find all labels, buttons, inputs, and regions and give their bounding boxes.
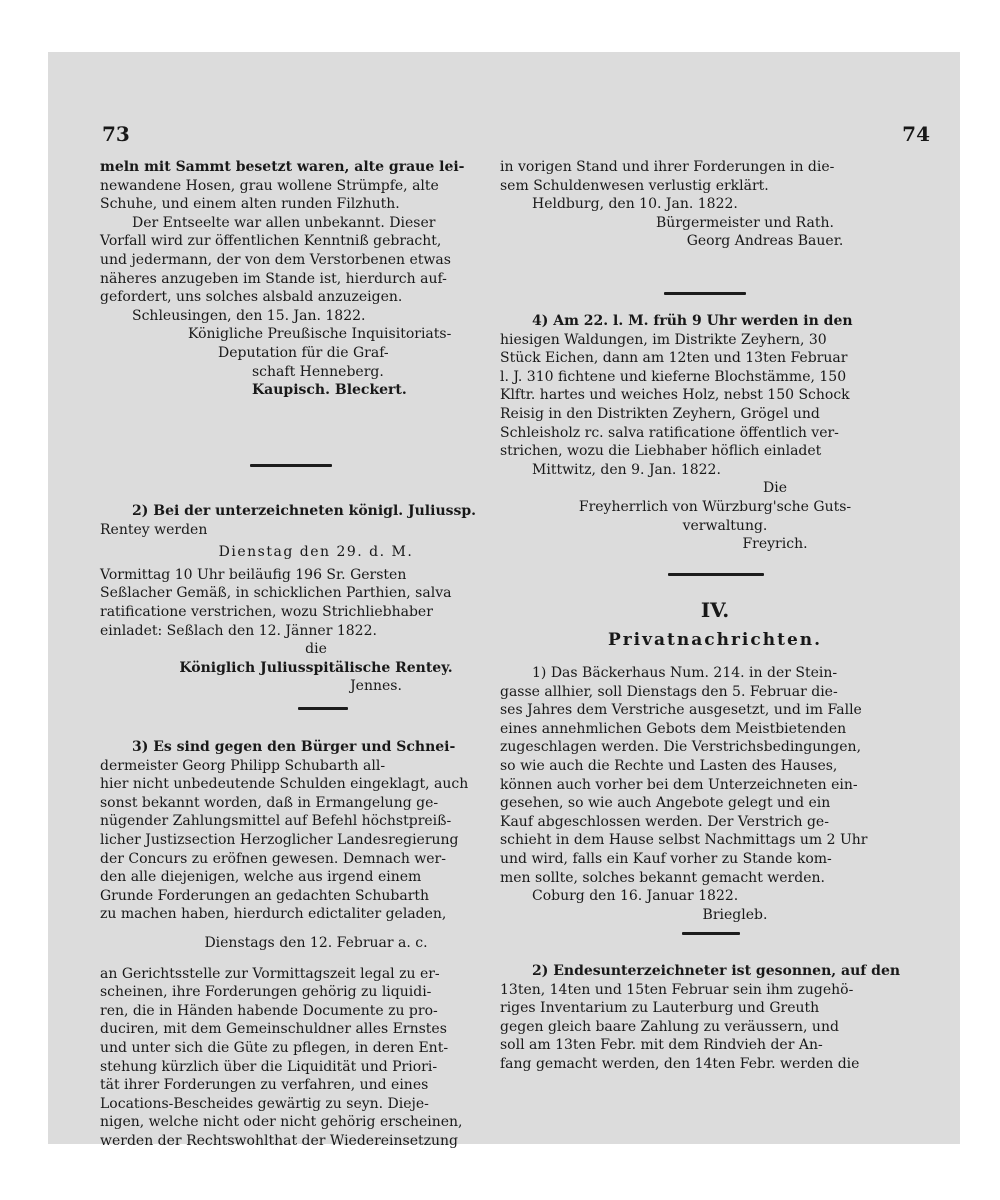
place-date: Coburg den 16. Januar 1822.: [532, 888, 739, 905]
notice-2: [100, 502, 532, 696]
signature-office: Freyherrlich von Würzburg'sche Guts-: [578, 498, 852, 515]
text-line: men sollte, solches bekannt gemacht werden.: [500, 869, 825, 886]
signature-name: Briegleb.: [702, 906, 768, 923]
text-line: newandene Hosen, grau wollene Strümpfe, alte: [100, 177, 439, 194]
text-line: fang gemacht werden, den 14ten Febr. werden die: [500, 1055, 860, 1072]
signature-office: verwaltung.: [682, 517, 768, 534]
auction-date: Dienstag den 29. d. M.: [218, 544, 414, 561]
text-line: einladet: Seßlach den 12. Jänner 1822.: [100, 622, 377, 639]
private-notice-1: [500, 664, 930, 924]
text-line: in vorigen Stand und ihrer Forderungen in die-: [500, 159, 835, 175]
text-line: Grunde Forderungen an gedachten Schubarth: [100, 887, 430, 904]
continuation-text: [500, 158, 930, 251]
place-date: Mittwitz, den 9. Jan. 1822.: [532, 461, 721, 478]
text-line: strichen, wozu die Liebhaber höflich einladet: [500, 443, 822, 460]
text-line: sem Schuldenwesen verlustig erklärt.: [500, 177, 769, 194]
text-line: 3) Es sind gegen den Bürger und Schnei-: [132, 739, 456, 755]
signature-die: Die: [763, 480, 787, 497]
text-line: nigen, welche nicht oder nicht gehörig erscheinen,: [100, 1114, 463, 1131]
place-date: Heldburg, den 10. Jan. 1822.: [532, 196, 738, 213]
text-line: den alle diejenigen, welche aus irgend einem: [100, 869, 422, 886]
text-line: Vorfall wird zur öffentlichen Kenntniß gebracht,: [100, 233, 442, 250]
text-line: tät ihrer Forderungen zu verfahren, und eines: [100, 1077, 429, 1094]
text-line: zugeschlagen werden. Die Verstrichsbedingungen,: [500, 739, 862, 756]
signature-names: Kaupisch. Bleckert.: [252, 382, 407, 399]
text-line: Der Entseelte war allen unbekannt. Dieser: [132, 214, 436, 231]
text-line: gesehen, so wie auch Angebote gelegt und ein: [500, 795, 831, 812]
text-line: licher Justizsection Herzoglicher Landesregierung: [100, 831, 459, 848]
right-page: [500, 52, 930, 1144]
text-line: gefordert, uns solches alsbald anzuzeigen.: [100, 289, 403, 306]
signature-name: Jennes.: [350, 678, 402, 695]
summons-date: Dienstags den 12. Februar a. c.: [204, 934, 428, 951]
text-line: duciren, mit dem Gemeinschuldner alles Ernstes: [100, 1021, 447, 1038]
text-line: zu machen haben, hierdurch edictaliter geladen,: [100, 906, 447, 923]
text-line: eines annehmlichen Gebots dem Meistbietenden: [500, 720, 847, 737]
text-line: 13ten, 14ten und 15ten Februar sein ihm zugehö-: [500, 981, 854, 998]
text-line: und unter sich die Güte zu pflegen, in deren Ent-: [100, 1039, 449, 1056]
signature-die: die: [305, 641, 327, 658]
notice-3: [100, 738, 532, 1150]
text-line: 1) Das Bäckerhaus Num. 214. in der Stein-: [532, 665, 838, 681]
text-line: ratificatione verstrichen, wozu Strichliebhaber: [100, 603, 433, 620]
text-line: scheinen, ihre Forderungen gehörig zu liquidi-: [100, 984, 432, 1001]
text-line: gegen gleich baare Zahlung zu veräussern, und: [500, 1018, 839, 1035]
text-line: l. J. 310 fichtene und kieferne Blochstämme, 150: [500, 368, 847, 385]
separator-rule: [668, 573, 764, 576]
continuation-text: [100, 158, 532, 400]
text-line: Seßlacher Gemäß, in schicklichen Parthien, salva: [100, 585, 452, 602]
text-line: und wird, falls ein Kauf vorher zu Stande kom-: [500, 850, 832, 867]
text-line: schieht in dem Hause selbst Nachmittags um 2 Uhr: [500, 832, 868, 849]
text-line: können auch vorher bei dem Unterzeichneten ein-: [500, 776, 858, 793]
place-date: Schleusingen, den 15. Jan. 1822.: [132, 307, 366, 324]
signature-office: Königlich Juliusspitälische Rentey.: [179, 659, 453, 676]
page-number: 74: [902, 122, 930, 146]
left-page: [100, 52, 532, 1149]
separator-rule: [682, 932, 740, 935]
text-line: so wie auch die Rechte und Lasten des Hauses,: [500, 757, 838, 774]
text-line: 2) Endesunterzeichneter ist gesonnen, auf den: [532, 963, 901, 979]
text-line: näheres anzugeben im Stande ist, hierdurch auf-: [100, 270, 447, 287]
text-line: werden der Rechtswohlthat der Wiedereinsetzung: [100, 1132, 459, 1149]
text-line: Rentey werden: [100, 521, 208, 538]
text-line: dermeister Georg Philipp Schubarth all-: [100, 757, 386, 774]
text-line: und jedermann, der von dem Verstorbenen etwas: [100, 251, 451, 268]
text-line: Stück Eichen, dann am 12ten und 13ten Februar: [500, 350, 848, 367]
separator-rule: [664, 292, 746, 295]
text-line: ren, die in Händen habende Documente zu pro-: [100, 1002, 438, 1019]
separator-rule: [298, 707, 348, 710]
signature-name: Georg Andreas Bauer.: [686, 233, 844, 250]
text-line: Schuhe, und einem alten runden Filzhuth.: [100, 196, 400, 213]
text-line: Klftr. hartes und weiches Holz, nebst 150 Schock: [500, 387, 850, 404]
text-line: Schleisholz rc. salva ratificatione öffentlich ver-: [500, 424, 839, 441]
private-notice-2: [500, 962, 930, 1074]
section-title: Privatnachrichten.: [607, 630, 823, 650]
text-line: 4) Am 22. l. M. früh 9 Uhr werden in den: [532, 313, 853, 329]
text-line: der Concurs zu eröfnen gewesen. Demnach wer-: [100, 850, 446, 867]
text-line: Locations-Bescheides gewärtig zu seyn. Dieje-: [100, 1095, 429, 1112]
signature-line: Deputation für die Graf-: [218, 344, 389, 361]
text-line: stehung kürzlich über die Liquidität und Priori-: [100, 1058, 438, 1075]
text-line: gasse allhier, soll Dienstags den 5. Februar die-: [500, 683, 838, 700]
text-line: Vormittag 10 Uhr beiläufig 196 Sr. Gersten: [100, 566, 407, 583]
text-line: an Gerichtsstelle zur Vormittagszeit legal zu er-: [100, 965, 440, 982]
text-line: riges Inventarium zu Lauterburg und Greuth: [500, 1000, 820, 1017]
text-line: ses Jahres dem Verstriche ausgesetzt, und im Falle: [500, 702, 862, 719]
separator-rule: [250, 464, 332, 467]
text-line: Reisig in den Distrikten Zeyhern, Grögel und: [500, 405, 820, 422]
section-heading: [500, 596, 930, 652]
text-line: sonst bekannt worden, daß in Ermangelung ge-: [100, 794, 439, 811]
text-line: meln mit Sammt besetzt waren, alte graue lei-: [100, 159, 465, 175]
scanned-double-page: [48, 52, 960, 1149]
signature-title: Bürgermeister und Rath.: [656, 214, 834, 231]
signature-line: Königliche Preußische Inquisitoriats-: [188, 326, 452, 343]
signature-name: Freyrich.: [742, 536, 808, 553]
text-line: nügender Zahlungsmittel auf Befehl höchstpreiß-: [100, 813, 452, 830]
signature-line: schaft Henneberg.: [252, 363, 384, 380]
text-line: soll am 13ten Febr. mit dem Rindvieh der An-: [500, 1037, 823, 1054]
page-number: 73: [102, 122, 130, 146]
text-line: Kauf abgeschlossen werden. Der Verstrich ge-: [500, 813, 829, 830]
section-number: IV.: [700, 598, 730, 622]
notice-4: [500, 312, 930, 554]
text-line: 2) Bei der unterzeichneten königl. Juliussp.: [132, 503, 477, 519]
text-line: hiesigen Waldungen, im Distrikte Zeyhern, 30: [500, 331, 827, 348]
text-line: hier nicht unbedeutende Schulden eingeklagt, auch: [100, 776, 469, 793]
